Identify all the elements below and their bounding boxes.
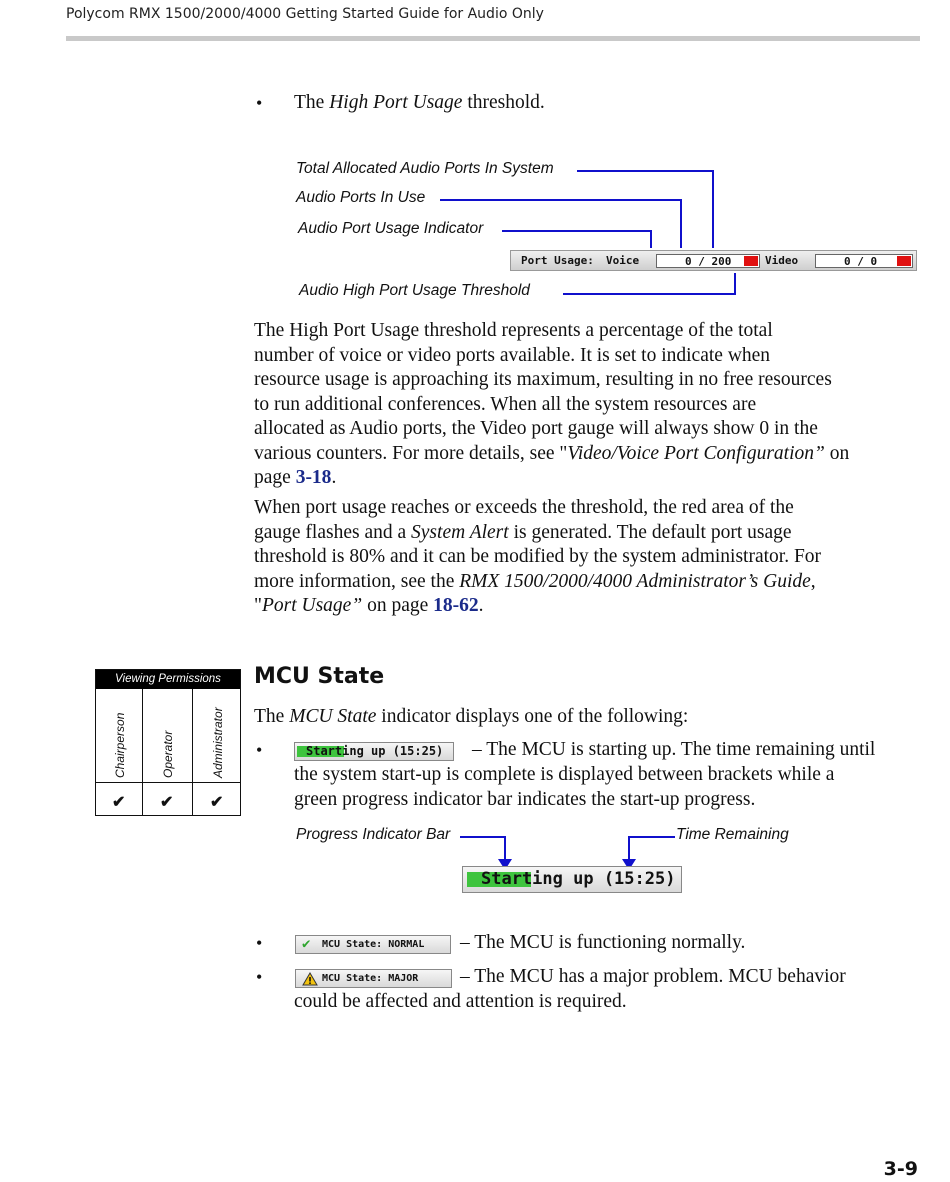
callout-high-threshold: Audio High Port Usage Threshold xyxy=(299,282,530,299)
text-run-italic: Video/Voice Port Configuration” xyxy=(567,442,825,464)
text-run: The xyxy=(294,92,330,113)
text-line xyxy=(254,594,821,619)
viewing-permissions-table xyxy=(95,669,241,816)
major-desc-line: – The MCU has a major problem. MCU behavior xyxy=(460,966,846,987)
text-run: . xyxy=(331,467,337,488)
bullet-marker: • xyxy=(256,933,263,953)
video-gauge xyxy=(815,254,913,268)
text-run-italic: Port Usage” xyxy=(261,595,363,616)
mcu-state-normal-badge xyxy=(295,935,451,954)
warning-icon xyxy=(302,972,318,986)
page-link-3-18[interactable]: 3-18 xyxy=(295,467,332,488)
text-run: The xyxy=(254,706,290,727)
check-icon: ✔ xyxy=(160,794,174,811)
starting-desc-line: green progress indicator bar indicates the start-up progress. xyxy=(294,789,756,810)
text-run: , xyxy=(810,570,816,592)
text-run: gauge flashes and a xyxy=(254,521,412,543)
line-indicator xyxy=(502,231,651,248)
major-badge-text: MCU State: MAJOR xyxy=(322,973,419,984)
check-green-icon: ✔ xyxy=(302,936,311,952)
text-run-italic: MCU State xyxy=(289,706,377,727)
callout-progress-bar: Progress Indicator Bar xyxy=(296,826,451,843)
callout-lines xyxy=(0,0,950,320)
bullet-marker: • xyxy=(256,967,263,987)
starting-desc-line: – The MCU is starting up. The time remaining until xyxy=(472,739,876,760)
text-line xyxy=(254,466,849,491)
text-run: various counters. For more details, see " xyxy=(254,442,568,464)
major-desc-line: could be affected and attention is required. xyxy=(294,991,627,1012)
arrow-line-progress xyxy=(460,837,505,860)
callout-time-remaining: Time Remaining xyxy=(676,826,789,843)
text-line xyxy=(254,521,821,546)
voice-value: 0 / 200 xyxy=(685,255,732,268)
video-threshold-zone xyxy=(897,256,911,266)
callout-ports-in-use: Audio Ports In Use xyxy=(296,189,426,206)
text-line: resource usage is approaching its maximum, resulting in no free resources xyxy=(254,369,832,390)
text-line: threshold is 80% and it can be modified by the system administrator. For xyxy=(254,546,822,567)
text-run-italic: System Alert xyxy=(411,521,509,543)
paragraph-threshold-alert xyxy=(254,496,821,619)
starting-up-text-large: Starting up (15:25) xyxy=(481,869,676,889)
line-in-use xyxy=(440,200,681,248)
text-line: The High Port Usage threshold represents a percentage of the total xyxy=(254,320,773,341)
starting-up-badge-large xyxy=(462,866,682,893)
text-run: page xyxy=(254,467,296,488)
starting-up-text: Starting up (15:25) xyxy=(306,744,444,758)
text-run: on page xyxy=(362,595,434,616)
text-line: When port usage reaches or exceeds the threshold, the red area of the xyxy=(254,497,794,518)
normal-desc: – The MCU is functioning normally. xyxy=(460,932,746,953)
column-divider xyxy=(192,689,193,815)
running-header: Polycom RMX 1500/2000/4000 Getting Started Guide for Audio Only xyxy=(66,6,544,22)
role-chairperson: Chairperson xyxy=(113,712,127,778)
bullet-marker: • xyxy=(256,740,263,760)
text-line: allocated as Audio ports, the Video port gauge will always show 0 in the xyxy=(254,418,818,439)
video-label: Video xyxy=(765,254,799,267)
text-run: threshold. xyxy=(462,92,545,113)
text-run-italic: RMX 1500/2000/4000 Administrator’s Guide xyxy=(459,570,811,592)
text-line: to run additional conferences. When all the system resources are xyxy=(254,393,757,415)
page-number: 3-9 xyxy=(883,1158,918,1180)
permissions-title: Viewing Permissions xyxy=(96,670,240,689)
voice-threshold-zone xyxy=(744,256,758,266)
arrow-line-time xyxy=(629,837,675,860)
role-operator: Operator xyxy=(161,730,175,778)
port-usage-label: Port Usage: xyxy=(521,254,594,267)
table-divider xyxy=(96,782,240,783)
mcu-state-major-badge xyxy=(295,969,452,988)
paragraph-threshold-description xyxy=(254,319,849,491)
text-line xyxy=(254,570,821,595)
page-link-18-62[interactable]: 18-62 xyxy=(433,595,479,616)
bullet-marker: • xyxy=(256,93,263,113)
text-line: number of voice or video ports available. It is set to indicate when xyxy=(254,344,771,366)
callout-total-allocated: Total Allocated Audio Ports In System xyxy=(296,160,554,177)
starting-desc-line: the system start-up is complete is displayed between brackets while a xyxy=(294,764,835,785)
text-run: on xyxy=(824,442,850,464)
line-total xyxy=(577,171,713,248)
text-run: more information, see the xyxy=(254,570,460,592)
starting-up-badge xyxy=(294,742,454,761)
voice-label: Voice xyxy=(606,254,640,267)
callout-usage-indicator: Audio Port Usage Indicator xyxy=(298,220,484,237)
normal-badge-text: MCU State: NORMAL xyxy=(322,939,425,950)
port-usage-gauge-bar xyxy=(510,250,917,271)
section-heading: MCU State xyxy=(254,664,385,689)
text-line xyxy=(254,442,849,467)
line-threshold xyxy=(563,273,735,294)
text-run: " xyxy=(254,595,262,616)
check-icon: ✔ xyxy=(210,794,224,811)
column-divider xyxy=(142,689,143,815)
role-administrator: Administrator xyxy=(211,707,225,778)
mcu-state-intro xyxy=(254,705,688,730)
text-run-italic: High Port Usage xyxy=(329,92,463,113)
text-run: is generated. The default port usage xyxy=(508,521,792,543)
video-value: 0 / 0 xyxy=(844,255,878,268)
voice-gauge xyxy=(656,254,760,268)
text-run: . xyxy=(478,595,484,616)
check-icon: ✔ xyxy=(112,794,126,811)
text-run: indicator displays one of the following: xyxy=(376,706,689,727)
